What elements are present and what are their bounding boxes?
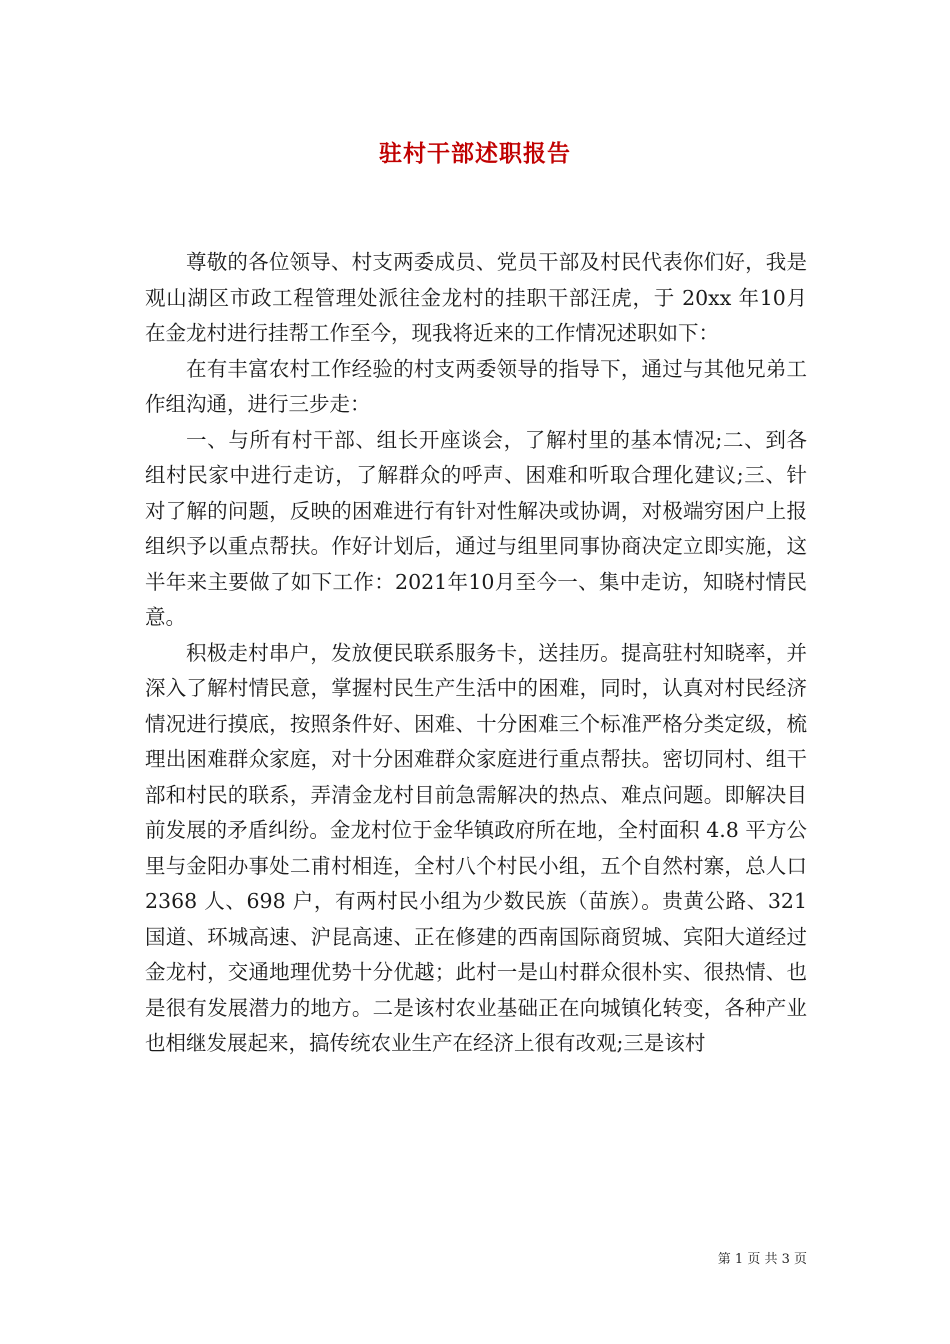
paragraph-three-steps: 一、与所有村干部、组长开座谈会，了解村里的基本情况;二、到各组村民家中进行走访，了解群众的呼声、困难和听取合理化建议;三、针对了解的问题，反映的困难进行有针对性解决或协调，对极端穷困户上报组织予以重点帮扶。作好计划后，通过与组里同事协商决定立即实施，这半年来主要做了如下工作：2021年10月至今一、集中走访，知晓村情民意。	[145, 427, 807, 629]
document-title: 驻村干部述职报告	[379, 140, 571, 167]
document-body	[145, 245, 807, 1062]
paragraph-guidance: 在有丰富农村工作经验的村支两委领导的指导下，通过与其他兄弟工作组沟通，进行三步走：	[145, 356, 807, 416]
page-number: 第 1 页 共 3 页	[717, 1252, 807, 1267]
paragraph-village-visits: 积极走村串户，发放便民联系服务卡，送挂历。提高驻村知晓率，并深入了解村情民意，掌握村民生产生活中的困难，同时，认真对村民经济情况进行摸底，按照条件好、困难、十分困难三个标准严格分类定级，梳理出困难群众家庭，对十分困难群众家庭进行重点帮扶。密切同村、组干部和村民的联系，弄清金龙村目前急需解决的热点、难点问题。即解决目前发展的矛盾纠纷。金龙村位于金华镇政府所在地，全村面积 4.8 平方公里与金阳办事处二甫村相连，全村八个村民小组，五个自然村寨，总人口 2368 人、698 户，有两村民小组为少数民族（苗族）。贵黄公路、321 国道、环城高速、沪昆高速、正在修建的西南国际商贸城、宾阳大道经过金龙村，交通地理优势十分优越；此村一是山村群众很朴实、很热情、也是很有发展潜力的地方。二是该村农业基础正在向城镇化转变，各种产业也相继发展起来，搞传统农业生产在经济上很有改观;三是该村	[145, 640, 807, 1055]
paragraph-greeting: 尊敬的各位领导、村支两委成员、党员干部及村民代表你们好，我是观山湖区市政工程管理处派往金龙村的挂职干部汪虎，于 20xx 年10月在金龙村进行挂帮工作至今，现我将近来的工作情况述职如下：	[145, 250, 807, 345]
